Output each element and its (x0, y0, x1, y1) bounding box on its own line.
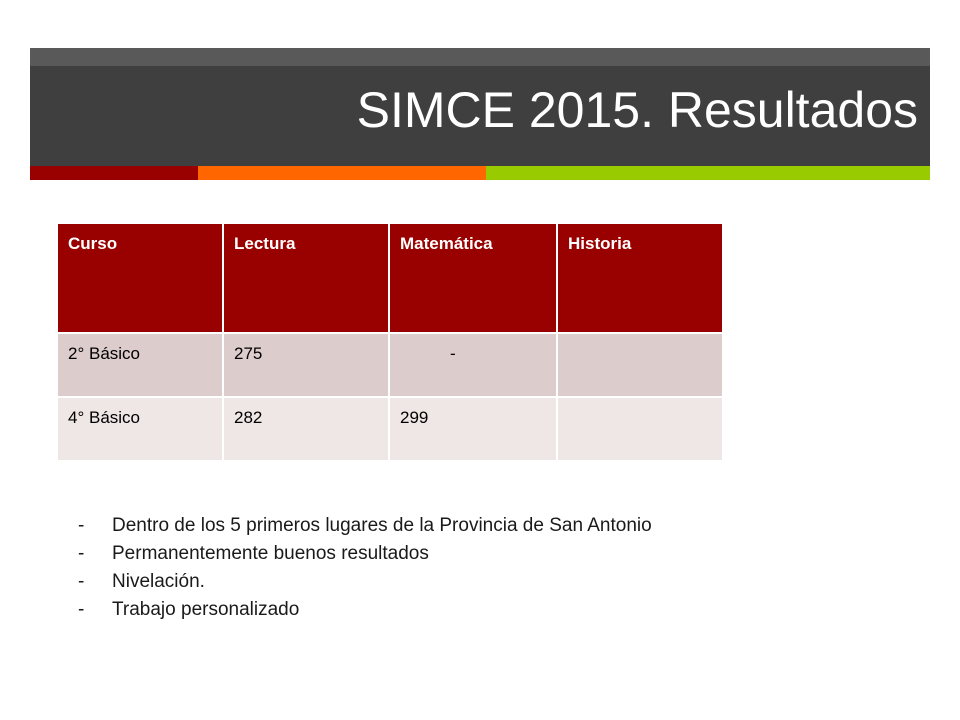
header-curso: Curso (57, 223, 223, 333)
title-bar-top-band (30, 48, 930, 66)
list-item (78, 540, 652, 568)
bullet-text: Dentro de los 5 primeros lugares de la Provincia de San Antonio (112, 515, 652, 536)
header-historia: Historia (557, 223, 723, 333)
table-header-row (57, 223, 723, 333)
bullet-marker: - (78, 543, 85, 564)
header-matematica: Matemática (389, 223, 557, 333)
bullet-text: Trabajo personalizado (112, 599, 300, 620)
cell-matematica: - (389, 333, 557, 397)
bullet-marker: - (78, 571, 85, 592)
table-row (57, 333, 723, 397)
bullet-text: Permanentemente buenos resultados (112, 543, 429, 564)
bullet-marker: - (78, 599, 85, 620)
cell-curso: 4° Básico (57, 397, 223, 461)
bullet-marker: - (78, 515, 85, 536)
bullet-text: Nivelación. (112, 571, 205, 592)
cell-lectura: 275 (223, 333, 389, 397)
cell-lectura: 282 (223, 397, 389, 461)
list-item (78, 568, 652, 596)
list-item (78, 596, 652, 624)
title-bar (30, 66, 930, 166)
table-row (57, 397, 723, 461)
accent-segment-green (486, 166, 930, 180)
list-item (78, 512, 652, 540)
cell-matematica: 299 (389, 397, 557, 461)
results-table (56, 222, 724, 462)
cell-curso: 2° Básico (57, 333, 223, 397)
slide-title: SIMCE 2015. Resultados (356, 82, 918, 138)
accent-segment-orange (198, 166, 486, 180)
accent-segment-red (30, 166, 198, 180)
accent-strip (30, 166, 930, 180)
cell-historia (557, 397, 723, 461)
cell-historia (557, 333, 723, 397)
bullet-list (78, 512, 652, 624)
header-lectura: Lectura (223, 223, 389, 333)
